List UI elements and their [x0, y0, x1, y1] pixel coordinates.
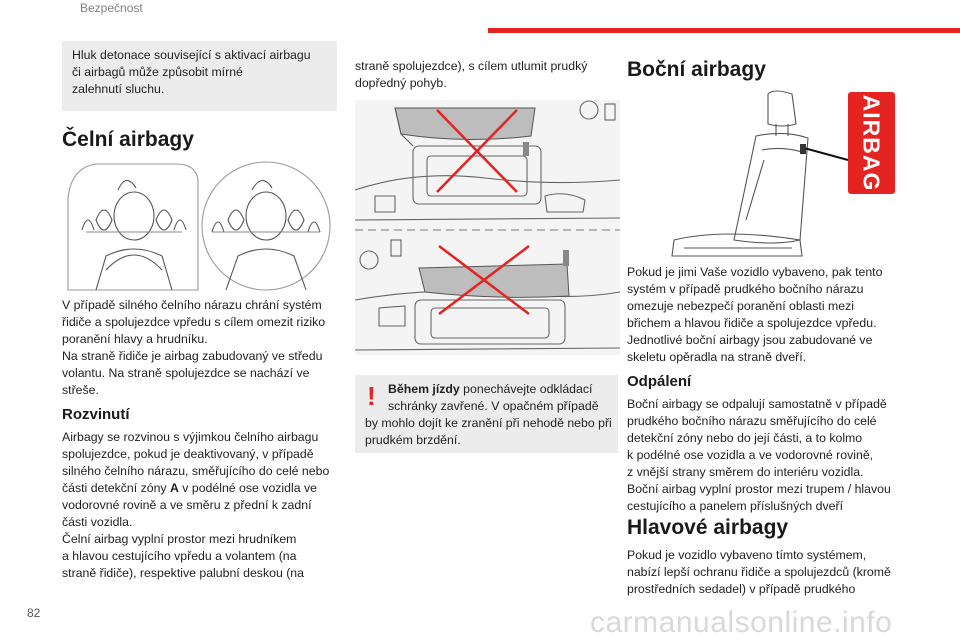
front-airbags-illustration — [66, 160, 334, 294]
glovebox-warning-illustration — [355, 100, 620, 355]
page-number: 82 — [27, 606, 41, 620]
header-accent-bar — [488, 28, 960, 33]
watermark: carmanualsonline.info — [590, 606, 893, 639]
airbag-label-text: AIRBAG — [858, 94, 885, 192]
zone-a-label: A — [170, 481, 179, 495]
warning-text — [388, 381, 613, 415]
heading-curtain-airbags: Hlavové airbagy — [627, 516, 789, 539]
front-airbags-deployment-text — [62, 429, 344, 582]
info-note-text: Hluk detonace související s aktivací airbagu či airbagů může způsobit mírné zalehnutí sluchu. — [72, 48, 311, 96]
side-airbags-intro: Pokud je jimi Vaše vozidlo vybaveno, pak tento systém v případě prudkého bočního nárazu omezuje nebezpečí poranění oblasti mezi břichem a hlavou řidiče a spolujezdce vpředu. Jednotlivé boční airbagy jsou zabudované ve skeletu opěradla na straně dveří. — [627, 265, 883, 364]
warning-icon: ! — [367, 381, 376, 411]
warning-rest: ponechávejte odkládací schránky zavřené. V opačném případě — [388, 382, 599, 413]
front-airbags-intro: V případě silného čelního nárazu chrání systém řidiče a spolujezdce vpředu s cílem omezit riziko poranění hlavy a hrudníku. Na straně řidiče je airbag zabudovaný ve středu volantu. Na straně spolujezdce se nachází ve střeše. — [62, 298, 326, 397]
warning-note-box — [355, 375, 618, 453]
heading-side-airbags: Boční airbagy — [627, 58, 766, 81]
heading-firing: Odpálení — [627, 373, 692, 390]
deployment-text-part1: Airbagy se rozvinou s výjimkou čelního airbagu spolujezdce, pokud je deaktivovaný, v případě silného čelního nárazu, směřujícího do celé nebo části detekční zóny — [62, 430, 330, 495]
deployment-text-part2: v podélné ose vozidla ve vodorovné rovině a ve směru z přední k zadní části vozidla. Čelní airbag vyplní prostor mezi hrudníkem a hlavou cestujícího vpředu a volantem (na straně řidiče), respektive palubní deskou (na — [62, 481, 317, 580]
curtain-airbags-intro: Pokud je vozidlo vybaveno tímto systémem, nabízí lepší ochranu řidiče a spolujezdců (kromě prostředních sedadel) v případě prudkého — [627, 548, 891, 596]
heading-deployment: Rozvinutí — [62, 406, 130, 423]
heading-front-airbags: Čelní airbagy — [62, 128, 194, 151]
warning-bold: Během jízdy — [388, 382, 460, 396]
side-airbags-firing-text: Boční airbagy se odpalují samostatně v případě prudkého bočního nárazu směřujícího do celé detekční zóny nebo do její části, a to kolmo k podélné ose vozidla a ve vodorovné rovině, z vnější strany směrem do interiéru vozidla. Boční airbag vyplní prostor mezi trupem / hlavou cestujícího a panelem příslušných dveří — [627, 397, 891, 513]
airbag-label-badge — [848, 92, 895, 194]
section-title: Bezpečnost — [80, 1, 143, 15]
warning-text-continued: by mohlo dojít ke zranění při nehodě nebo při prudkém brzdění. — [365, 416, 612, 447]
continuation-text: straně spolujezdce), s cílem utlumit prudký dopředný pohyb. — [355, 59, 588, 90]
info-note-box — [62, 41, 337, 111]
